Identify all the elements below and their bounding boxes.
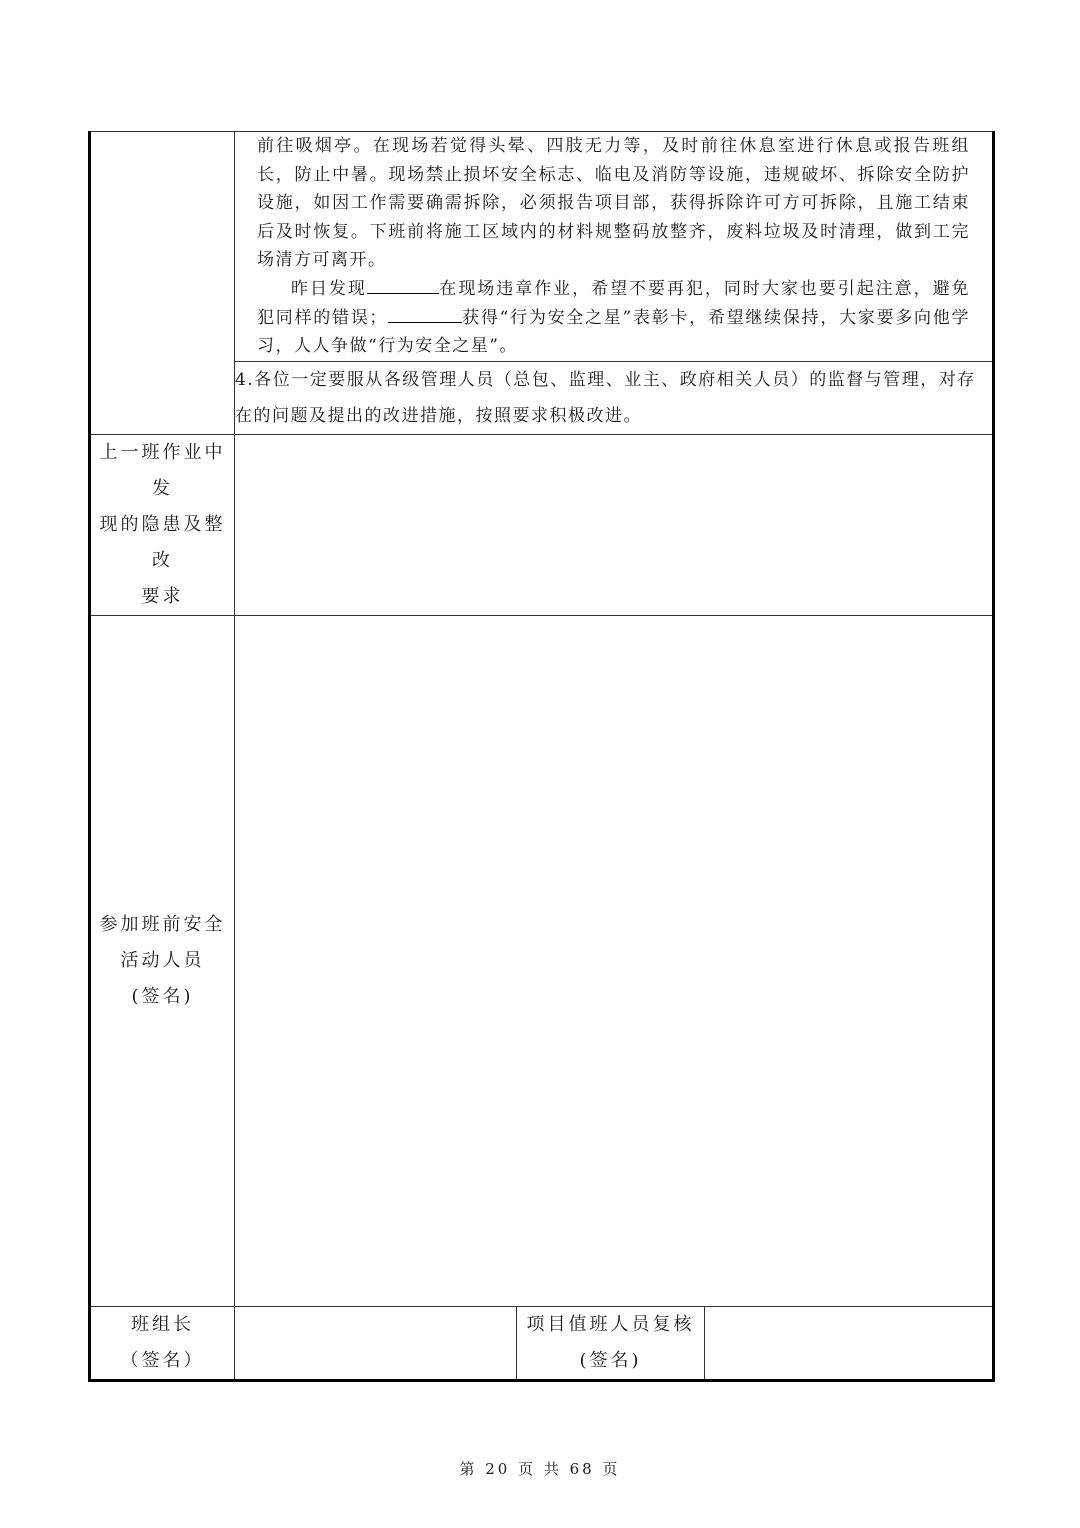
rules-content-cell xyxy=(235,132,994,362)
violator-blank xyxy=(367,275,439,294)
para2-part-a: 昨日发现 xyxy=(291,278,367,299)
para2-part-c: 获得“行为安全之星”表彰卡，希望继续保持，大家要多向他学习，人人争做“行为安全之星”。 xyxy=(257,307,971,357)
team-leader-label-cell xyxy=(90,1306,235,1380)
rules-paragraph-1: 前往吸烟亭。在现场若觉得头晕、四肢无力等，及时前往休息室进行休息或报告班组长，防止中暑。现场禁止损坏安全标志、临电及消防等设施，违规破坏、拆除安全防护设施，如因工作需要确需拆除，必须报告项目部，获得拆除许可方可拆除，且施工结束后及时恢复。下班前将施工区域内的材料规整码放整齐，废料垃圾及时清理，做到工完场清方可离开。 xyxy=(257,136,971,271)
team-leader-signature-area[interactable] xyxy=(235,1306,517,1380)
hazards-label-line1: 上一班作业中发 xyxy=(99,441,226,499)
attendees-signature-area[interactable] xyxy=(235,615,994,1306)
reviewer-label: 项目值班人员复核 xyxy=(526,1313,695,1335)
team-leader-label: 班组长 xyxy=(131,1313,194,1335)
reviewer-sign-note: (签名) xyxy=(579,1349,642,1371)
attendees-label-line3: (签名) xyxy=(131,985,194,1007)
reviewer-label-cell xyxy=(517,1306,705,1380)
star-blank xyxy=(388,304,462,323)
continued-label-cell xyxy=(90,132,235,435)
attendees-label-line2: 活动人员 xyxy=(120,949,205,971)
hazards-input-area[interactable] xyxy=(235,434,994,615)
hazards-label-line3: 要求 xyxy=(141,585,184,607)
page-number: 第 20 页 共 68 页 xyxy=(459,1460,621,1478)
safety-activity-form xyxy=(88,131,995,1382)
item-4-cell xyxy=(235,361,994,434)
team-leader-sign-note: （签名） xyxy=(120,1349,205,1371)
hazards-label-cell xyxy=(90,434,235,615)
reviewer-signature-area[interactable] xyxy=(705,1306,994,1380)
attendees-label-line1: 参加班前安全 xyxy=(99,913,226,935)
item-4-text: 4.各位一定要服从各级管理人员（总包、监理、业主、政府相关人员）的监督与管理，对存在的问题及提出的改进措施，按照要求积极改进。 xyxy=(235,369,976,426)
hazards-label-line2: 现的隐患及整改 xyxy=(99,513,226,571)
rules-paragraph-2 xyxy=(257,275,970,361)
para2-part-b: 在现场违章作业，希望不要再犯，同时大家也要引起注意，避免犯同样的错误； xyxy=(257,278,971,328)
attendees-label-cell xyxy=(90,615,235,1306)
